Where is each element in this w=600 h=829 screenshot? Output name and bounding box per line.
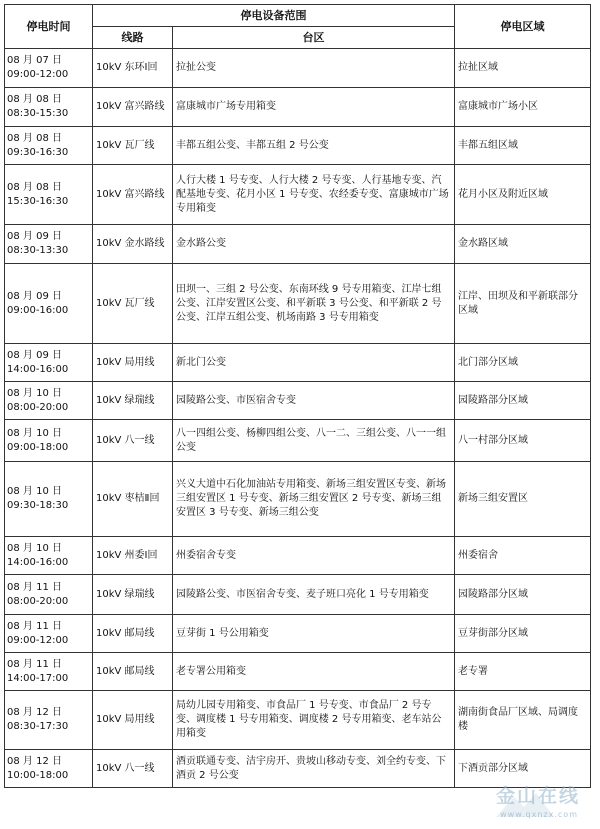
cell-hours: 08:30-15:30 — [7, 108, 69, 119]
table-row — [5, 49, 591, 88]
table-row — [5, 537, 591, 575]
cell-zone: 园陵路公变、市医宿舍专变 — [173, 382, 455, 420]
cell-date: 08 月 12 日 — [7, 707, 62, 718]
cell-line: 10kV 富兴路线 — [93, 88, 173, 127]
cell-date: 08 月 11 日 — [7, 658, 62, 670]
table-row — [5, 225, 591, 264]
cell-line: 10kV 局用线 — [93, 691, 173, 750]
table-row — [5, 165, 591, 225]
cell-hours: 09:00-12:00 — [7, 69, 69, 80]
outage-schedule-table — [4, 4, 591, 788]
header-scope: 停电设备范围 — [93, 5, 455, 27]
table-row — [5, 88, 591, 127]
cell-date: 08 月 10 日 — [7, 542, 62, 554]
cell-zone: 人行大楼 1 号专变、人行大楼 2 号专变、人行基地专变、汽配基地专变、花月小区 1 号专变、农经委专变、富康城市广场专用箱变 — [173, 165, 455, 225]
cell-zone: 新北门公变 — [173, 344, 455, 382]
cell-zone: 田坝一、三组 2 号公变、东南环线 9 号专用箱变、江岸七组公变、江岸安置区公变、和平新联 3 号公变、和平新联 2 号公变、江岸五组公变、机场南路 3 号专用箱变 — [173, 264, 455, 344]
cell-date: 08 月 09 日 — [7, 231, 62, 242]
cell-zone: 富康城市广场专用箱变 — [173, 88, 455, 127]
table-row — [5, 575, 591, 615]
cell-area: 金水路区域 — [455, 225, 591, 264]
cell-hours: 08:30-17:30 — [7, 721, 69, 732]
cell-area: 州委宿舍 — [455, 537, 591, 575]
cell-zone: 兴义大道中石化加油站专用箱变、新场三组安置区专变、新场三组安置区 1 号专变、新场三组安置区 2 号专变、新场三组安置区 3 号专变、新场三组公变 — [173, 462, 455, 537]
header-time: 停电时间 — [5, 5, 93, 49]
cell-area: 园陵路部分区域 — [455, 382, 591, 420]
cell-hours: 08:30-13:30 — [7, 245, 69, 256]
cell-hours: 10:00-18:00 — [7, 769, 69, 781]
cell-time — [5, 420, 93, 462]
cell-line: 10kV 绿瑞线 — [93, 575, 173, 615]
cell-hours: 08:00-20:00 — [7, 595, 69, 607]
cell-hours: 09:00-12:00 — [7, 634, 69, 646]
cell-date: 08 月 07 日 — [7, 55, 62, 66]
cell-line: 10kV 邮局线 — [93, 653, 173, 691]
cell-zone: 园陵路公变、市医宿舍专变、麦子班口亮化 1 号专用箱变 — [173, 575, 455, 615]
cell-area: 八一村部分区域 — [455, 420, 591, 462]
header-zone: 台区 — [173, 27, 455, 49]
cell-time — [5, 344, 93, 382]
cell-line: 10kV 局用线 — [93, 344, 173, 382]
cell-date: 08 月 08 日 — [7, 132, 62, 144]
cell-date: 08 月 09 日 — [7, 349, 62, 361]
table-row — [5, 615, 591, 653]
cell-area: 下酒贡部分区域 — [455, 750, 591, 788]
watermark-url: www.qxnzx.com — [500, 810, 578, 819]
cell-date: 08 月 11 日 — [7, 581, 62, 593]
cell-zone: 金水路公变 — [173, 225, 455, 264]
cell-area: 园陵路部分区域 — [455, 575, 591, 615]
cell-area: 花月小区及附近区域 — [455, 165, 591, 225]
cell-hours: 09:30-18:30 — [7, 500, 69, 511]
cell-line: 10kV 州委Ⅰ回 — [93, 537, 173, 575]
cell-area: 新场三组安置区 — [455, 462, 591, 537]
cell-area: 北门部分区域 — [455, 344, 591, 382]
cell-line: 10kV 枣桔Ⅱ回 — [93, 462, 173, 537]
cell-time — [5, 127, 93, 165]
table-row — [5, 462, 591, 537]
cell-line: 10kV 瓦厂线 — [93, 264, 173, 344]
cell-time — [5, 537, 93, 575]
header-area: 停电区域 — [455, 5, 591, 49]
cell-line: 10kV 八一线 — [93, 750, 173, 788]
cell-zone: 丰都五组公变、丰都五组 2 号公变 — [173, 127, 455, 165]
cell-area: 湖南街食品厂区域、局调度楼 — [455, 691, 591, 750]
cell-time — [5, 225, 93, 264]
cell-time — [5, 165, 93, 225]
cell-zone: 老专署公用箱变 — [173, 653, 455, 691]
cell-time — [5, 382, 93, 420]
cell-zone: 拉扯公变 — [173, 49, 455, 88]
cell-time — [5, 462, 93, 537]
cell-line: 10kV 瓦厂线 — [93, 127, 173, 165]
table-row — [5, 264, 591, 344]
cell-line: 10kV 富兴路线 — [93, 165, 173, 225]
cell-line: 10kV 东环Ⅰ回 — [93, 49, 173, 88]
cell-hours: 15:30-16:30 — [7, 195, 69, 207]
cell-hours: 09:30-16:30 — [7, 146, 69, 158]
table-row — [5, 653, 591, 691]
cell-date: 08 月 08 日 — [7, 181, 62, 193]
cell-time — [5, 575, 93, 615]
cell-line: 10kV 绿瑞线 — [93, 382, 173, 420]
cell-time — [5, 615, 93, 653]
cell-time — [5, 49, 93, 88]
cell-zone: 局幼儿园专用箱变、市食品厂 1 号专变、市食品厂 2 号专变、调度楼 1 号专用箱变、调度楼 2 号专用箱变、老车站公用箱变 — [173, 691, 455, 750]
cell-area: 老专署 — [455, 653, 591, 691]
table-row — [5, 691, 591, 750]
cell-zone: 八一四组公变、杨柳四组公变、八一二、三组公变、八一一组公变 — [173, 420, 455, 462]
cell-line: 10kV 八一线 — [93, 420, 173, 462]
cell-date: 08 月 10 日 — [7, 486, 62, 497]
cell-hours: 14:00-16:00 — [7, 556, 69, 568]
table-row — [5, 382, 591, 420]
cell-time — [5, 264, 93, 344]
table-row — [5, 420, 591, 462]
cell-hours: 08:00-20:00 — [7, 401, 69, 413]
cell-date: 08 月 10 日 — [7, 387, 62, 399]
cell-area: 丰都五组区域 — [455, 127, 591, 165]
table-row — [5, 127, 591, 165]
cell-hours: 09:00-16:00 — [7, 304, 69, 316]
cell-line: 10kV 金水路线 — [93, 225, 173, 264]
cell-zone: 州委宿舍专变 — [173, 537, 455, 575]
cell-area: 江岸、田坝及和平新联部分区域 — [455, 264, 591, 344]
header-line: 线路 — [93, 27, 173, 49]
cell-hours: 14:00-16:00 — [7, 363, 69, 375]
cell-date: 08 月 10 日 — [7, 427, 62, 439]
cell-date: 08 月 09 日 — [7, 290, 62, 302]
watermark-text: 金山在线 — [495, 785, 580, 807]
cell-hours: 09:00-18:00 — [7, 441, 69, 453]
cell-area: 豆芽街部分区域 — [455, 615, 591, 653]
cell-area: 富康城市广场小区 — [455, 88, 591, 127]
cell-date: 08 月 08 日 — [7, 94, 62, 105]
cell-hours: 14:00-17:00 — [7, 672, 69, 684]
cell-zone: 酒贡联通专变、洁宇房开、贵坡山移动专变、刘全约专变、下酒贡 2 号公变 — [173, 750, 455, 788]
cell-line: 10kV 邮局线 — [93, 615, 173, 653]
cell-area: 拉扯区域 — [455, 49, 591, 88]
cell-date: 08 月 12 日 — [7, 755, 62, 767]
cell-time — [5, 88, 93, 127]
cell-time — [5, 691, 93, 750]
cell-time — [5, 653, 93, 691]
cell-time — [5, 750, 93, 788]
table-row — [5, 344, 591, 382]
cell-date: 08 月 11 日 — [7, 620, 62, 632]
cell-zone: 豆芽街 1 号公用箱变 — [173, 615, 455, 653]
